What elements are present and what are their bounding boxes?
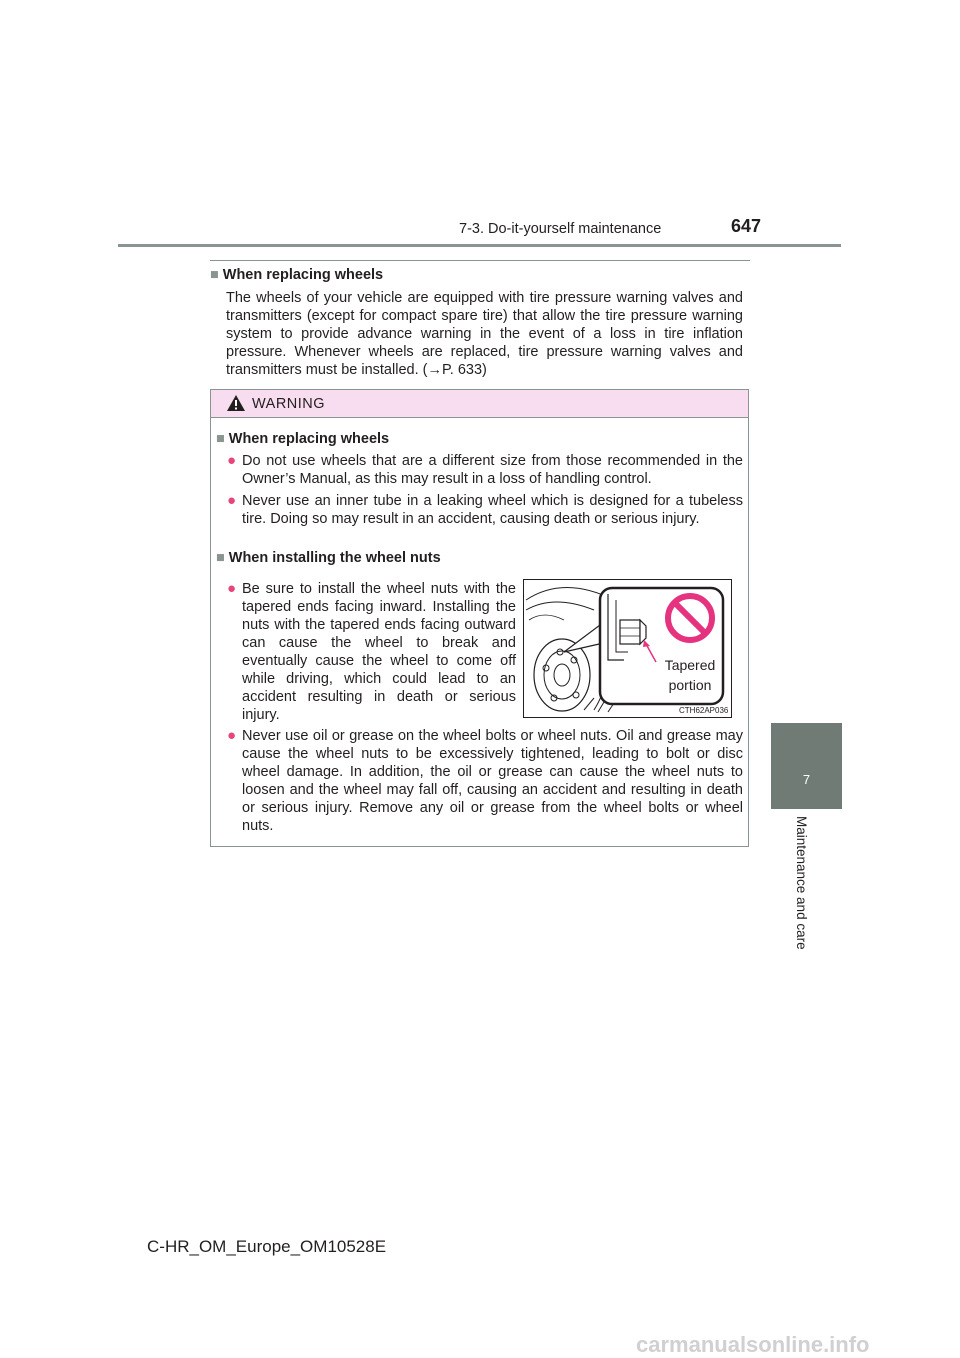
section-divider (210, 260, 750, 261)
section-paragraph: The wheels of your vehicle are equipped with tire pressure warning valves and transmitters (except for compact spare tire) that allow the tire pressure warning system to provide advance warning in the event of a loss in tire inflation pressure. Whenever wheels are replaced, tire pressure warning valves and transmitters must be installed. (→P. 633) (226, 290, 743, 378)
square-bullet-icon: ■ (210, 267, 219, 283)
section-heading-text: When replacing wheels (222, 267, 384, 283)
bullet-dot-icon: ● (227, 452, 237, 469)
bullet-dot-icon: ● (227, 492, 237, 509)
header-divider (118, 244, 841, 247)
chapter-label: Maintenance and care (794, 816, 809, 950)
warning-subheading-wheel-nuts (216, 550, 441, 566)
wheel-nut-drawing (524, 580, 731, 717)
page-number: 647 (731, 216, 762, 236)
chapter-tab (771, 723, 842, 809)
warning-triangle-icon (226, 394, 246, 412)
list-item-text: Do not use wheels that are a different size from those recommended in the Owner’s Manual, as this may result in a loss of handling control. (242, 453, 743, 487)
warning-subheading-replacing-wheels (216, 431, 389, 447)
watermark: carmanualsonline.info (636, 1332, 870, 1357)
warning-title: WARNING (252, 396, 326, 412)
warning-subheading-text: When replacing wheels (228, 431, 390, 447)
header-section-title: 7-3. Do-it-yourself maintenance (459, 221, 662, 237)
list-item-text: Never use oil or grease on the wheel bolts or wheel nuts. Oil and grease may cause the wheel nuts to be excessively tightened, leading to bolt or disc wheel damage. In addition, the oil or grease can cause the wheel nuts to loosen and the wheel may fall off, causing an accident and resulting in death or serious injury. Remove any oil or grease from the wheel bolts or wheel nuts. (242, 728, 743, 834)
document-footer: C-HR_OM_Europe_OM10528E (147, 1237, 387, 1256)
figure-label-line: portion (668, 677, 712, 693)
figure-caption: CTH62AP036 (679, 706, 729, 715)
list-item-text: Be sure to install the wheel nuts with the tapered ends facing inward. Installing the nuts with the tapered ends facing outward can cause the wheel to break and eventually cause the wheel to come off while driving, which could lead to an accident resulting in death or serious injury. (242, 581, 516, 723)
section-heading (210, 267, 383, 283)
list-item (227, 492, 743, 528)
bullet-dot-icon: ● (227, 580, 237, 597)
list-item (227, 452, 743, 488)
figure-label (655, 655, 725, 695)
figure-label-line: Tapered (664, 657, 716, 673)
square-bullet-icon: ■ (216, 431, 225, 447)
list-item-text: Never use an inner tube in a leaking wheel which is designed for a tubeless tire. Doing so may result in an accident, causing death or serious injury. (242, 493, 743, 527)
square-bullet-icon: ■ (216, 550, 225, 566)
bullet-dot-icon: ● (227, 727, 237, 744)
list-item (227, 580, 516, 724)
warning-subheading-text: When installing the wheel nuts (228, 550, 441, 566)
chapter-number: 7 (802, 772, 811, 787)
wheel-nut-illustration (523, 579, 732, 718)
list-item (227, 727, 743, 835)
